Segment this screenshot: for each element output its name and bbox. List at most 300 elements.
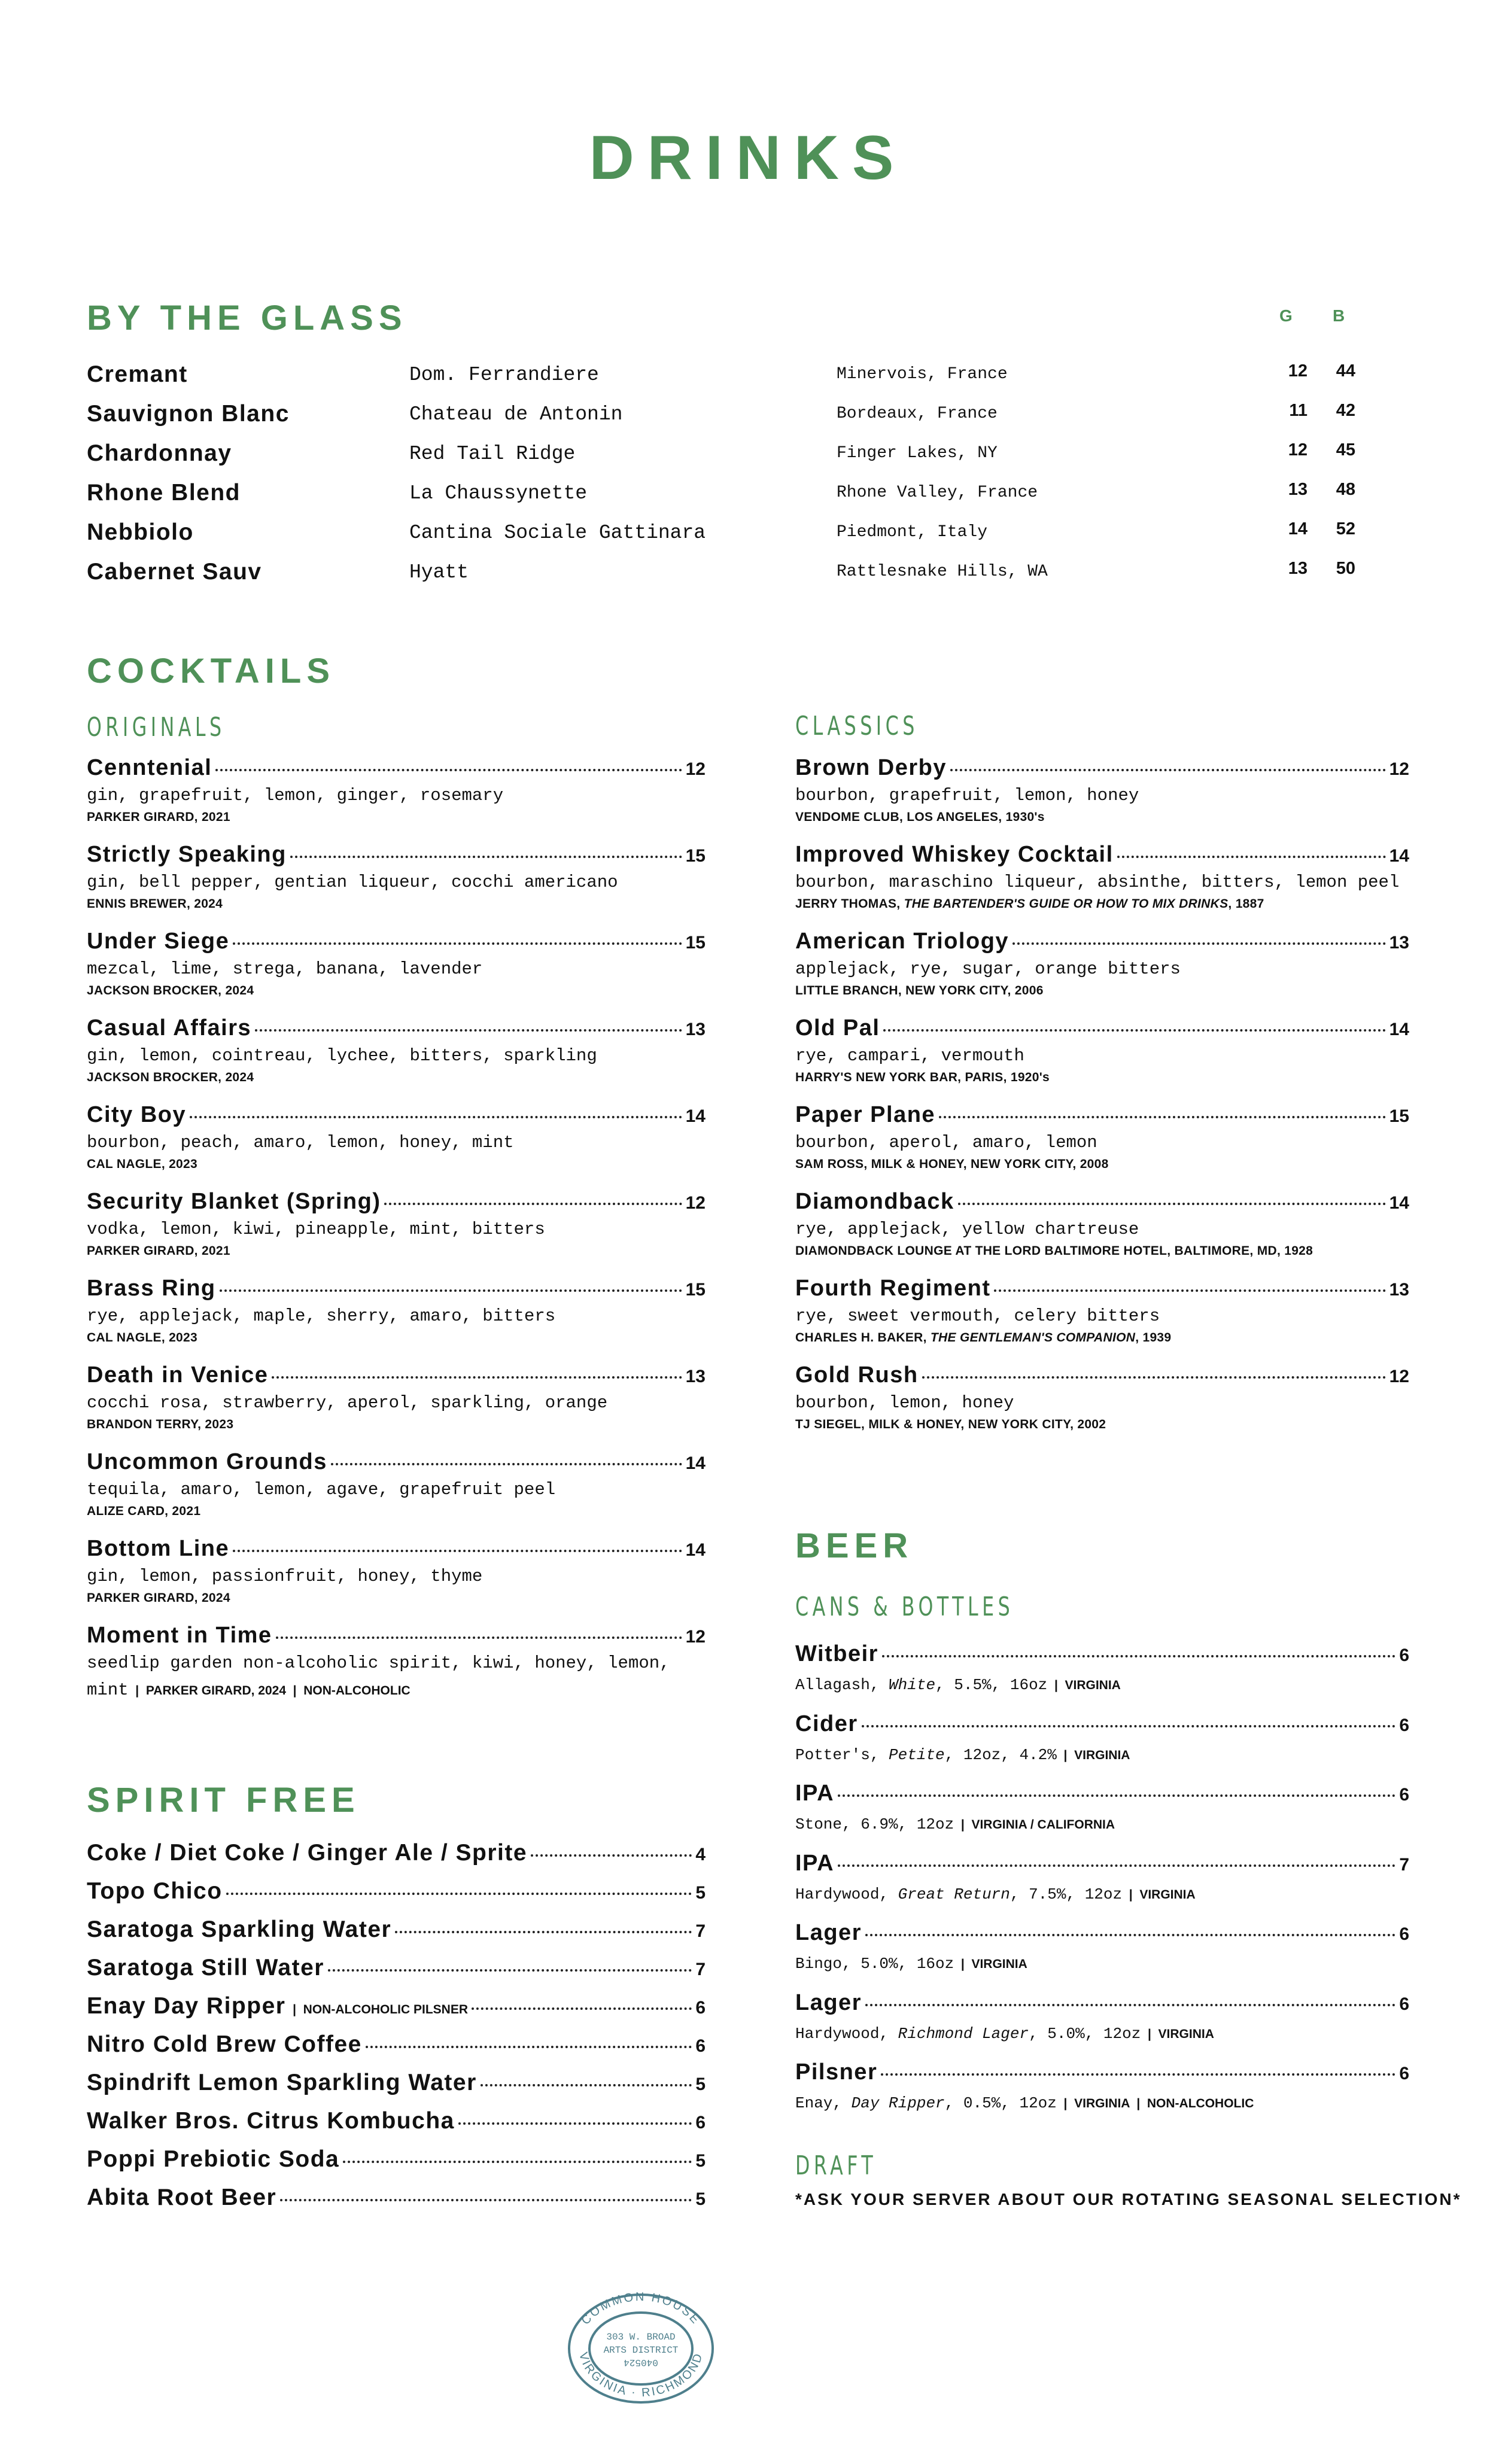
wine-varietal: Sauvignon Blanc: [87, 401, 290, 427]
cocktail-ingredients: [795, 1303, 1409, 1330]
ingredients-text: bourbon, lemon, honey: [795, 1393, 1014, 1413]
dot-leader: [838, 1794, 1395, 1797]
item-title-line: [87, 1189, 706, 1215]
beer-description: [795, 1672, 1409, 1699]
tag-separator: |: [1056, 2097, 1075, 2110]
cocktail-name: Bottom Line: [87, 1536, 230, 1561]
item-price: 12: [685, 759, 706, 779]
cocktail-ingredients: [795, 1042, 1409, 1069]
cocktail-attribution: [87, 1069, 706, 1086]
wine-row: [87, 401, 1355, 440]
spirit-free-item: [87, 1955, 706, 1993]
cocktail-attribution: [795, 1156, 1409, 1173]
dot-leader: [1012, 942, 1386, 945]
attribution-part: , 1887: [1228, 897, 1264, 911]
cocktail-item: [87, 929, 706, 1015]
description-part: Hardywood,: [795, 2024, 898, 2043]
ingredients-text: bourbon, maraschino liqueur, absinthe, bitters, lemon peel: [795, 872, 1400, 892]
beer-description: [795, 1881, 1409, 1908]
beer-tag: VIRGINIA: [1158, 2027, 1214, 2041]
cocktail-item: [87, 1102, 706, 1189]
cocktail-attribution: [87, 1156, 706, 1173]
cocktail-name: Fourth Regiment: [795, 1276, 991, 1301]
classics-heading: CLASSICS: [795, 711, 919, 741]
item-title-line: [795, 1851, 1409, 1876]
drink-name: Saratoga Sparkling Water: [87, 1917, 392, 1942]
cocktail-ingredients: [87, 1303, 706, 1330]
dot-leader: [215, 769, 682, 771]
beer-name: Cider: [795, 1711, 858, 1736]
beer-tag: VIRGINIA: [1074, 2097, 1130, 2110]
originals-heading: ORIGINALS: [87, 712, 226, 743]
bottle-price-header: B: [1333, 306, 1345, 325]
spirit-free-list: [87, 1840, 706, 2223]
attribution-part: LITTLE BRANCH, NEW YORK CITY, 2006: [795, 984, 1044, 997]
item-price: 13: [685, 1367, 706, 1386]
attribution-part: HARRY'S NEW YORK BAR, PARIS, 1920's: [795, 1070, 1050, 1084]
cocktail-name: American Triology: [795, 929, 1010, 954]
item-price: 14: [685, 1540, 706, 1560]
item-title-line: [87, 2108, 706, 2134]
tag-separator: |: [1047, 1678, 1065, 1692]
dot-leader: [190, 1116, 682, 1118]
cocktail-ingredients: [87, 1650, 706, 1704]
item-price: 13: [685, 1020, 706, 1039]
item-price: 15: [685, 846, 706, 866]
item-title-line: [87, 842, 706, 868]
cocktail-name: Casual Affairs: [87, 1015, 252, 1041]
dot-leader: [290, 856, 682, 858]
item-price: 12: [685, 1193, 706, 1213]
draft-heading: DRAFT: [795, 2150, 877, 2181]
description-part: , 5.5%, 16oz: [935, 1676, 1048, 1694]
wine-producer: Cantina Sociale Gattinara: [409, 522, 706, 544]
cocktail-item: [87, 1276, 706, 1362]
description-part: White: [889, 1676, 936, 1694]
item-title-line: [795, 1362, 1409, 1388]
cocktail-item: [87, 1623, 706, 1709]
wine-producer: La Chaussynette: [409, 482, 588, 504]
svg-text:303 W. BROAD: 303 W. BROAD: [606, 2332, 676, 2343]
ingredients-text: bourbon, aperol, amaro, lemon: [795, 1133, 1097, 1152]
ingredients-text: gin, bell pepper, gentian liqueur, cocchi americano: [87, 872, 618, 892]
beer-tag: VIRGINIA / CALIFORNIA: [971, 1818, 1115, 1832]
wine-region: Rattlesnake Hills, WA: [837, 562, 1048, 581]
wine-glass-price: 13: [1288, 480, 1308, 499]
cocktail-ingredients: [795, 869, 1409, 896]
dot-leader: [883, 1029, 1385, 1032]
attribution-part: , 1939: [1135, 1331, 1172, 1344]
item-price: 14: [1389, 846, 1409, 866]
description-part: Day Ripper: [851, 2094, 945, 2112]
item-title-line: [795, 1641, 1409, 1667]
cocktail-ingredients: [795, 1389, 1409, 1416]
description-part: Stone, 6.9%, 12oz: [795, 1815, 954, 1833]
attribution-part: VENDOME CLUB, LOS ANGELES, 1930's: [795, 810, 1045, 824]
item-title-line: [795, 929, 1409, 954]
cocktail-attribution: [795, 809, 1409, 826]
originals-list: [87, 755, 706, 1709]
item-price: 13: [1389, 933, 1409, 953]
spirit-free-item: [87, 2108, 706, 2146]
item-price: 7: [695, 1960, 706, 1979]
cocktail-ingredients: [87, 782, 706, 809]
tag-separator: |: [954, 1818, 972, 1832]
dot-leader: [331, 1463, 682, 1465]
beer-list: [795, 1641, 1409, 2130]
cocktail-attribution: [87, 1503, 706, 1520]
item-title-line: [795, 1102, 1409, 1128]
spirit-free-item: [87, 1878, 706, 1917]
item-price: 6: [1399, 1785, 1409, 1805]
beer-description: [795, 1811, 1409, 1838]
cocktail-item: [795, 842, 1409, 929]
dot-leader: [272, 1376, 682, 1379]
cocktail-attribution: [795, 982, 1409, 999]
cocktail-item: [87, 1536, 706, 1623]
spirit-free-item: [87, 2031, 706, 2070]
item-title-line: [87, 1015, 706, 1041]
dot-leader: [994, 1289, 1385, 1292]
cocktail-attribution: [87, 1243, 706, 1260]
dot-leader: [220, 1289, 682, 1292]
wine-row: [87, 480, 1355, 519]
cocktail-ingredients: [795, 1216, 1409, 1243]
tag-separator: |: [285, 2003, 303, 2016]
wine-bottle-price: 44: [1336, 361, 1355, 381]
wine-producer: Hyatt: [409, 561, 469, 583]
cocktail-attribution: [795, 1243, 1409, 1260]
item-price: 6: [695, 2113, 706, 2133]
description-part: Richmond Lager: [898, 2024, 1029, 2043]
beer-item: [795, 1641, 1409, 1711]
cocktail-name: Brown Derby: [795, 755, 947, 780]
item-price: 15: [685, 933, 706, 953]
wine-glass-price: 12: [1288, 440, 1308, 460]
wine-region: Minervois, France: [837, 365, 1008, 384]
beer-tag: VIRGINIA: [1065, 1678, 1121, 1692]
cocktail-item: [795, 1015, 1409, 1102]
dot-leader: [280, 2199, 692, 2201]
spirit-free-item: [87, 2070, 706, 2108]
dot-leader: [384, 1203, 682, 1205]
item-title-line: [87, 2070, 706, 2096]
wine-region: Bordeaux, France: [837, 404, 998, 423]
cocktail-attribution: [87, 1590, 706, 1607]
attribution-part: JACKSON BROCKER, 2024: [87, 984, 254, 997]
wine-glass-price: 14: [1288, 519, 1308, 539]
cocktail-name: Gold Rush: [795, 1362, 919, 1388]
wine-row: [87, 361, 1355, 401]
item-title-line: [87, 1993, 706, 2019]
cocktail-ingredients: [87, 956, 706, 982]
cocktail-ingredients: [87, 1129, 706, 1156]
svg-text:040524: 040524: [624, 2357, 658, 2368]
wine-varietal: Rhone Blend: [87, 480, 241, 506]
beer-name: IPA: [795, 1850, 835, 1876]
dot-leader: [862, 1725, 1396, 1727]
item-title-line: [795, 1276, 1409, 1301]
beer-name: Witbeir: [795, 1641, 878, 1666]
wine-row: [87, 519, 1355, 559]
item-price: 7: [695, 1921, 706, 1941]
wine-bottle-price: 52: [1336, 519, 1355, 539]
item-price: 5: [695, 2074, 706, 2094]
beer-name: Lager: [795, 1920, 862, 1945]
dot-leader: [481, 2084, 692, 2086]
cocktail-name: Improved Whiskey Cocktail: [795, 842, 1114, 867]
dot-leader: [458, 2122, 692, 2125]
by-the-glass-heading: BY THE GLASS: [87, 299, 408, 337]
cocktail-item: [795, 1102, 1409, 1189]
cocktail-item: [87, 1449, 706, 1536]
dot-leader: [881, 2073, 1395, 2076]
attribution-part: CHARLES H. BAKER,: [795, 1331, 931, 1344]
draft-note: *ASK YOUR SERVER ABOUT OUR ROTATING SEASONAL SELECTION*: [795, 2190, 1462, 2209]
wine-varietal: Cabernet Sauv: [87, 559, 262, 585]
item-title-line: [87, 2031, 706, 2058]
attribution-part: JACKSON BROCKER, 2024: [87, 1070, 254, 1084]
wine-row: [87, 559, 1355, 598]
attribution-part: SAM ROSS, MILK & HONEY, NEW YORK CITY, 2008: [795, 1157, 1109, 1171]
cocktail-name: Security Blanket (Spring): [87, 1189, 381, 1214]
tag-separator: |: [128, 1684, 146, 1698]
wine-producer: Chateau de Antonin: [409, 403, 623, 425]
item-title-line: [87, 929, 706, 954]
cocktail-ingredients: [795, 956, 1409, 982]
menu-title: DRINKS: [589, 123, 907, 193]
beer-name: IPA: [795, 1781, 835, 1806]
wine-row: [87, 440, 1355, 480]
item-title-line: [87, 1102, 706, 1128]
beer-tag: VIRGINIA: [1139, 1887, 1196, 1902]
spirit-free-item: [87, 2146, 706, 2185]
item-price: 12: [1389, 759, 1409, 779]
ingredients-text: rye, campari, vermouth: [795, 1046, 1024, 1066]
wine-bottle-price: 45: [1336, 440, 1355, 460]
svg-text:COMMON HOUSE: COMMON HOUSE: [579, 2292, 703, 2328]
item-price: 6: [1399, 2064, 1409, 2083]
cocktail-name: Cenntenial: [87, 755, 212, 780]
dot-leader: [958, 1203, 1386, 1205]
attribution-part: PARKER GIRARD, 2021: [87, 1244, 230, 1258]
drink-name: Nitro Cold Brew Coffee: [87, 2031, 362, 2057]
cocktail-tag: NON-ALCOHOLIC: [303, 1684, 411, 1698]
item-title-line: [795, 755, 1409, 781]
cocktail-attribution: [795, 896, 1409, 912]
item-title-line: [87, 1276, 706, 1301]
description-part: , 7.5%, 12oz: [1010, 1885, 1123, 1903]
attribution-part: BRANDON TERRY, 2023: [87, 1417, 234, 1431]
tag-separator: |: [1141, 2027, 1159, 2041]
beer-item: [795, 1711, 1409, 1781]
attribution-part: CAL NAGLE, 2023: [87, 1331, 197, 1344]
common-house-stamp-logo: [566, 2292, 716, 2408]
dot-leader: [226, 1893, 692, 1895]
drink-name: Topo Chico: [87, 1878, 223, 1904]
wine-region: Rhone Valley, France: [837, 483, 1038, 502]
beer-description: [795, 1742, 1409, 1769]
wine-bottle-price: 48: [1336, 480, 1355, 499]
dot-leader: [366, 2046, 692, 2048]
item-title-line: [795, 2060, 1409, 2085]
beer-tag: VIRGINIA: [971, 1957, 1027, 1971]
tag-separator: |: [1122, 1887, 1140, 1902]
attribution-part: TJ SIEGEL, MILK & HONEY, NEW YORK CITY, 2002: [795, 1417, 1106, 1431]
wine-glass-price: 13: [1288, 559, 1308, 578]
svg-text:ARTS DISTRICT: ARTS DISTRICT: [603, 2345, 679, 2356]
cocktail-ingredients: [87, 1476, 706, 1503]
item-price: 14: [685, 1106, 706, 1126]
beer-item: [795, 1781, 1409, 1851]
ingredients-text: gin, grapefruit, lemon, ginger, rosemary: [87, 786, 504, 805]
wine-bottle-price: 42: [1336, 401, 1355, 420]
item-price: 6: [1399, 1924, 1409, 1944]
drink-name: Saratoga Still Water: [87, 1955, 324, 1981]
item-title-line: [795, 1189, 1409, 1215]
spirit-free-heading: SPIRIT FREE: [87, 1781, 360, 1820]
item-title-line: [87, 1362, 706, 1388]
ingredients-text: vodka, lemon, kiwi, pineapple, mint, bitters: [87, 1219, 545, 1239]
item-price: 6: [695, 2036, 706, 2056]
cocktail-item: [87, 1189, 706, 1276]
item-title-line: [87, 1840, 706, 1866]
beer-name: Lager: [795, 1990, 862, 2015]
tag-separator: |: [1056, 1748, 1075, 1762]
cocktail-name: Uncommon Grounds: [87, 1449, 327, 1474]
dot-leader: [233, 1550, 682, 1552]
spirit-free-item: [87, 2185, 706, 2223]
item-price: 14: [1389, 1193, 1409, 1213]
attribution-part: THE BARTENDER'S GUIDE OR HOW TO MIX DRINKS: [904, 897, 1229, 911]
item-title-line: [87, 1917, 706, 1943]
ingredients-text: rye, sweet vermouth, celery bitters: [795, 1306, 1160, 1326]
cocktails-heading: COCKTAILS: [87, 652, 336, 690]
item-price: 7: [1399, 1854, 1409, 1875]
description-part: Petite: [889, 1745, 945, 1764]
beer-heading: BEER: [795, 1526, 914, 1565]
item-title-line: [795, 1781, 1409, 1806]
drink-name: Walker Bros. Citrus Kombucha: [87, 2108, 455, 2134]
beer-item: [795, 1990, 1409, 2060]
drink-name: Coke / Diet Coke / Ginger Ale / Sprite: [87, 1840, 528, 1866]
drink-name: Abita Root Beer: [87, 2185, 277, 2210]
item-price: 6: [1399, 1994, 1409, 2014]
tag-separator: |: [1129, 2097, 1147, 2110]
cocktail-name: Brass Ring: [87, 1276, 216, 1301]
cocktail-name: Under Siege: [87, 929, 230, 954]
wine-glass-price: 11: [1289, 401, 1308, 420]
ingredients-text: applejack, rye, sugar, orange bitters: [795, 959, 1181, 979]
beer-description: [795, 2090, 1409, 2117]
wine-glass-price: 12: [1288, 361, 1308, 381]
cocktail-ingredients: [87, 869, 706, 896]
dot-leader: [328, 1969, 692, 1972]
wine-region: Piedmont, Italy: [837, 523, 988, 542]
description-part: Bingo, 5.0%, 16oz: [795, 1955, 954, 1973]
dot-leader: [395, 1931, 692, 1933]
attribution-part: PARKER GIRARD, 2021: [87, 810, 230, 824]
wine-varietal: Cremant: [87, 361, 188, 387]
item-title-line: [795, 1990, 1409, 2016]
attribution-part: ALIZE CARD, 2021: [87, 1504, 201, 1518]
ingredients-text: gin, lemon, passionfruit, honey, thyme: [87, 1566, 483, 1586]
beer-tag: VIRGINIA: [1074, 1748, 1130, 1762]
item-price: 6: [695, 1998, 706, 2018]
item-title-line: [87, 755, 706, 781]
description-part: Allagash,: [795, 1676, 889, 1694]
beer-description: [795, 1951, 1409, 1978]
cocktail-attribution: [87, 809, 706, 826]
wine-varietal: Chardonnay: [87, 440, 232, 466]
dot-leader: [531, 1854, 692, 1857]
glass-price-header: G: [1279, 306, 1293, 325]
spirit-free-item: [87, 1993, 706, 2031]
description-part: Enay,: [795, 2094, 852, 2112]
beer-description: [795, 2021, 1409, 2048]
drink-tag: NON-ALCOHOLIC PILSNER: [303, 2003, 468, 2016]
description-part: Potter's,: [795, 1745, 889, 1764]
cocktail-name: Moment in Time: [87, 1623, 272, 1648]
item-price: 6: [1399, 1715, 1409, 1735]
item-title-line: [87, 1878, 706, 1905]
item-title-line: [795, 1711, 1409, 1737]
wine-bottle-price: 50: [1336, 559, 1355, 578]
attribution-part: THE GENTLEMAN'S COMPANION: [930, 1331, 1136, 1344]
dot-leader: [882, 1655, 1395, 1657]
wine-producer: Red Tail Ridge: [409, 443, 576, 465]
cocktail-ingredients: [87, 1216, 706, 1243]
tag-separator: |: [286, 1684, 304, 1698]
dot-leader: [472, 2007, 692, 2010]
wine-producer: Dom. Ferrandiere: [409, 364, 599, 386]
item-title-line: [87, 1536, 706, 1562]
beer-item: [795, 1920, 1409, 1990]
cocktail-ingredients: [795, 782, 1409, 809]
cocktail-attribution: [87, 896, 706, 912]
drink-name: Spindrift Lemon Sparkling Water: [87, 2070, 477, 2095]
cocktail-item: [87, 1015, 706, 1102]
attribution-part: PARKER GIRARD, 2024: [87, 1591, 230, 1605]
item-price: 6: [1399, 1645, 1409, 1665]
item-price: 5: [695, 2151, 706, 2171]
cocktail-item: [87, 755, 706, 842]
drink-name: Enay Day Ripper: [87, 1993, 286, 2019]
cocktail-name: Old Pal: [795, 1015, 880, 1041]
wine-region: Finger Lakes, NY: [837, 444, 998, 463]
item-price: 12: [685, 1627, 706, 1647]
dot-leader: [1117, 856, 1386, 858]
dot-leader: [233, 942, 682, 945]
cocktail-name: Death in Venice: [87, 1362, 269, 1388]
svg-text:VIRGINIA · RICHMOND: VIRGINIA · RICHMOND: [576, 2350, 706, 2400]
dot-leader: [865, 1934, 1395, 1936]
dot-leader: [343, 2161, 692, 2163]
cocktail-item: [795, 1362, 1409, 1449]
cocktail-name: Diamondback: [795, 1189, 954, 1214]
item-price: 12: [1389, 1367, 1409, 1386]
dot-leader: [838, 1864, 1395, 1867]
cocktail-tag: PARKER GIRARD, 2024: [145, 1684, 287, 1698]
cocktail-ingredients: [87, 1389, 706, 1416]
cocktail-attribution: [795, 1330, 1409, 1346]
item-price: 14: [1389, 1020, 1409, 1039]
dot-leader: [865, 2004, 1395, 2006]
cocktail-attribution: [87, 1416, 706, 1433]
ingredients-text: bourbon, peach, amaro, lemon, honey, mint: [87, 1133, 514, 1152]
beer-item: [795, 2060, 1409, 2130]
description-part: Hardywood,: [795, 1885, 898, 1903]
